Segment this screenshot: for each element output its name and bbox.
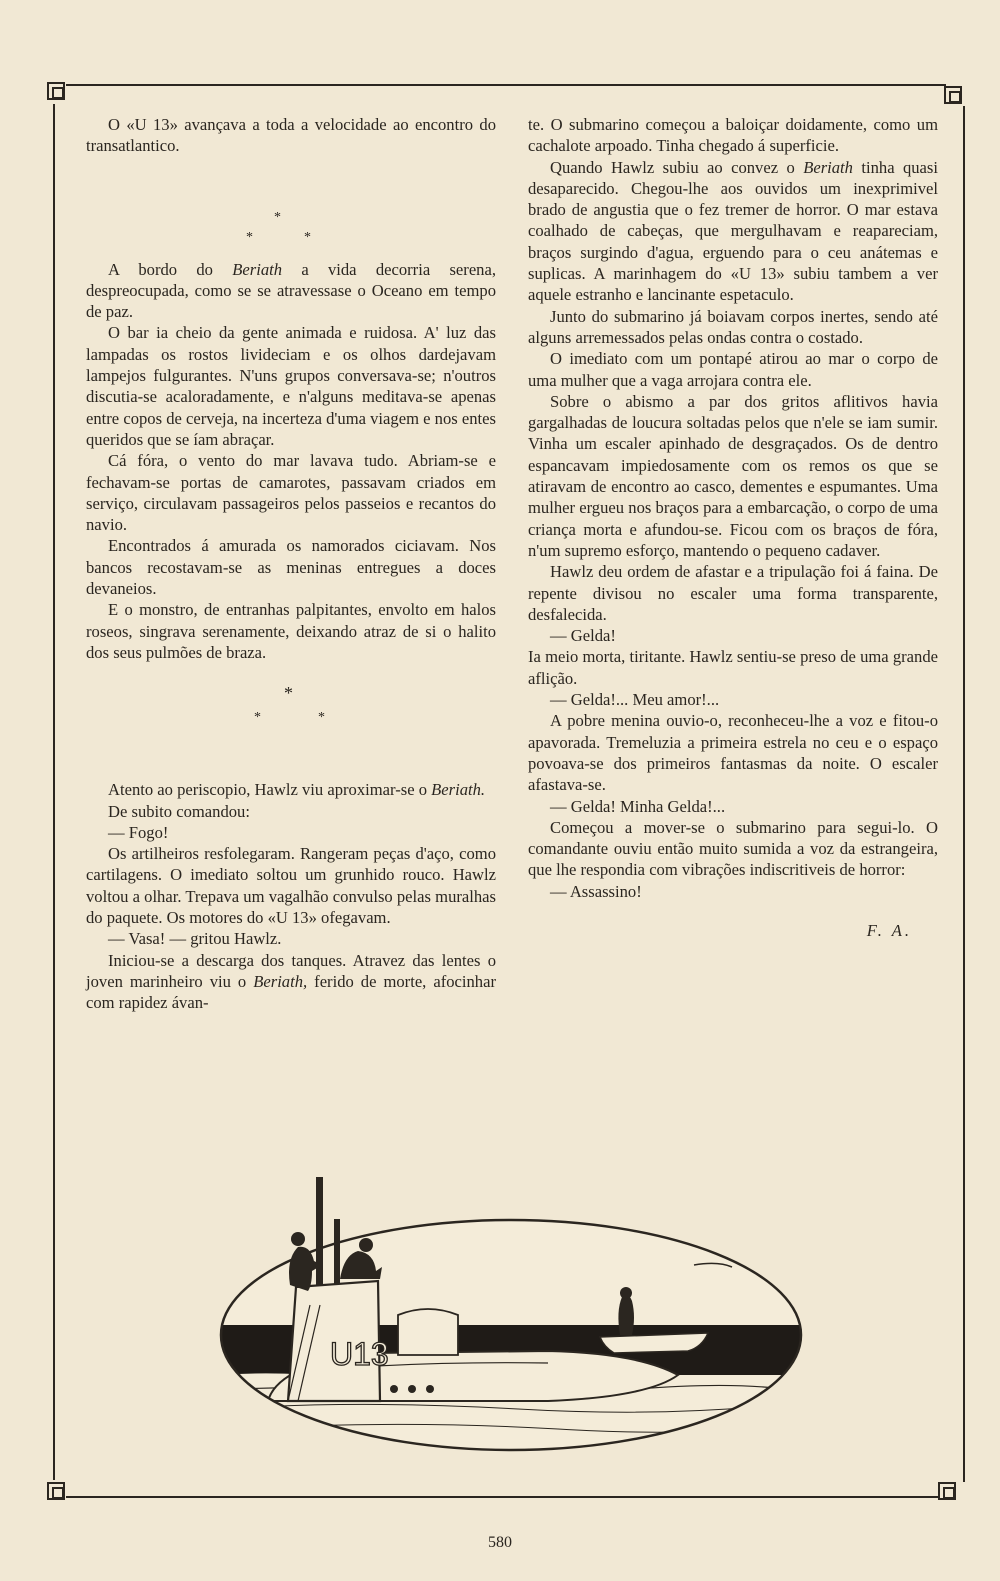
frame-left-line (53, 104, 55, 1480)
woman-figure (618, 1295, 634, 1335)
asterisk: * (246, 229, 253, 245)
asterisk: * (318, 710, 325, 726)
paragraph: Encontrados á amurada os namorados ciciavam. Nos bancos recostavam-se as meninas entregues a doces devaneios. (86, 536, 496, 599)
paragraph: O «U 13» avançava a toda a velocidade ao encontro do transatlantico. (86, 115, 496, 156)
paragraph: Junto do submarino já boiavam corpos inertes, sendo até alguns arremessados pelas ondas contra o costado. (528, 306, 938, 347)
section-break-asterism (86, 157, 496, 245)
ship-name: Beriath (232, 259, 283, 279)
paragraph: E o monstro, de entranhas palpitantes, envolto em halos roseos, singrava serenamente, deixando atraz de si o halito dos seus pulmões de braza. (86, 600, 496, 662)
periscope-mast (316, 1177, 323, 1297)
paragraph: Sobre o abismo a par dos gritos aflitivos havia gargalhadas de loucura soltadas pelos que n'ele se iam sumir. Vinha um escaler apinhado de desgraçados. Os de dentro espancavam impiedosamente com os remos os que se atiravam de encontro ao casco, dementes e espumantes. Uma mulher ergueu nos braços para a embarcação, o corpo de uma criança morta e afundou-se. Ficou com os braços de fóra, n'um supremo esforço, mantendo o pequeno cadaver. (528, 391, 938, 560)
paragraph: O bar ia cheio da gente animada e ruidosa. A' luz das lampadas os rostos livideciam e os olhos dardejavam lampejos fulgurantes. N'uns grupos conversava-se; n'outros discutia-se acaloradamente, e n'alguns meditava-se apenas entre copos de cerveja, na incerteza d'uma viagem e nos entes queridos que se íam abraçar. (86, 323, 496, 449)
paragraph: De subito comandou: (108, 801, 250, 821)
frame-corner-ornament-top-left (47, 82, 65, 100)
frame-corner-ornament-top-right (944, 86, 962, 104)
dialogue-line: — Gelda!... Meu amor!... (550, 690, 720, 710)
paragraph: Atento ao periscopio, Hawlz viu aproximar-se o Beriath. (108, 780, 486, 800)
paragraph: Iniciou-se a descarga dos tanques. Atravez das lentes o joven marinheiro viu o Beriath, ferido de morte, afocinhar com rapidez ávan- (86, 950, 496, 1013)
dialogue-line: — Gelda! Minha Gelda!... (550, 796, 726, 816)
dialogue-line: — Assassino! (550, 881, 642, 901)
paragraph: Hawlz deu ordem de afastar e a tripulação foi á faina. De repente divisou no escaler uma forma transparente, desfalecida. (528, 562, 938, 624)
paragraph: Ia meio morta, tiritante. Hawlz sentiu-se preso de uma grande aflição. (528, 647, 938, 688)
lifeboat (600, 1333, 708, 1353)
dialogue-line: — Vasa! — gritou Hawlz. (108, 929, 282, 949)
frame-right-line (963, 106, 965, 1482)
author-signature: F. A. (866, 920, 912, 940)
page-number: 580 (488, 1534, 512, 1551)
ship-name: Beriath. (431, 780, 486, 800)
hull-number-label: U13 (330, 1336, 389, 1372)
asterisk: * (274, 209, 281, 225)
ship-name: Beriath (803, 157, 853, 177)
frame-top-line (66, 84, 946, 86)
frame-corner-ornament-bottom-left (47, 1482, 65, 1500)
dialogue-line: — Gelda! (550, 626, 616, 646)
paragraph: Quando Hawlz subiu ao convez o Beriath tinha quasi desaparecido. Chegou-lhe aos ouvidos um inexprimivel brado de angustia que o fez tremer de horror. O mar estava coalhado de cabeças, que mergulhavam e reapareciam, braços surgindo d'agua, erguendo para o ceu anátemas e suplicas. A marinhagem do «U 13» subiu tambem a ver aquele estranho e lancinante espetaculo. (528, 157, 938, 305)
paragraph: A bordo do Beriath a vida decorria serena, despreocupada, como se se atravessase o Oceano em tempo de paz. (86, 259, 496, 322)
asterisk: * (254, 710, 261, 726)
paragraph: Os artilheiros resfolegaram. Rangeram peças d'aço, como cartilagens. O imediato soltou um grunhido rouco. Hawlz voltou a olhar. Trepava um vagalhão convulso pelas muralhas do paquete. Os motores do «U 13» ofegavam. (86, 844, 496, 928)
paragraph: te. O submarino começou a baloiçar doidamente, como um cachalote arpoado. Tinha chegado á superficie. (528, 115, 938, 156)
frame-bottom-line (66, 1496, 942, 1498)
right-text-column (528, 114, 938, 941)
asterisk: * (304, 229, 311, 245)
paragraph: Começou a mover-se o submarino para segui-lo. O comandante ouviu então muito sumida a voz da estrangeira, que lhe respondia com vibrações indiscritiveis de horror: (528, 817, 938, 880)
left-text-column (86, 114, 496, 1014)
paragraph: A pobre menina ouvio-o, reconheceu-lhe a voz e fitou-o apavorada. Tremeluzia a primeira estrela no ceu e o espaço povoava-se dos primeiros fantasmas da noite. O escaler afastava-se. (528, 711, 938, 795)
ship-name: Beriath, (253, 971, 308, 991)
section-break-asterism (86, 663, 496, 779)
asterisk: * (284, 683, 293, 704)
paragraph: Cá fóra, o vento do mar lavava tudo. Abriam-se e fechavam-se portas de camarotes, passavam criados em serviço, circulavam passageiros pelos passeios e recantos do navio. (86, 451, 496, 535)
paragraph: O imediato com um pontapé atirou ao mar o corpo de uma mulher que a vaga arrojara contra ele. (528, 349, 938, 390)
dialogue-line: — Fogo! (108, 822, 169, 842)
frame-corner-ornament-bottom-right (938, 1482, 956, 1500)
submarine-illustration (218, 1175, 808, 1465)
